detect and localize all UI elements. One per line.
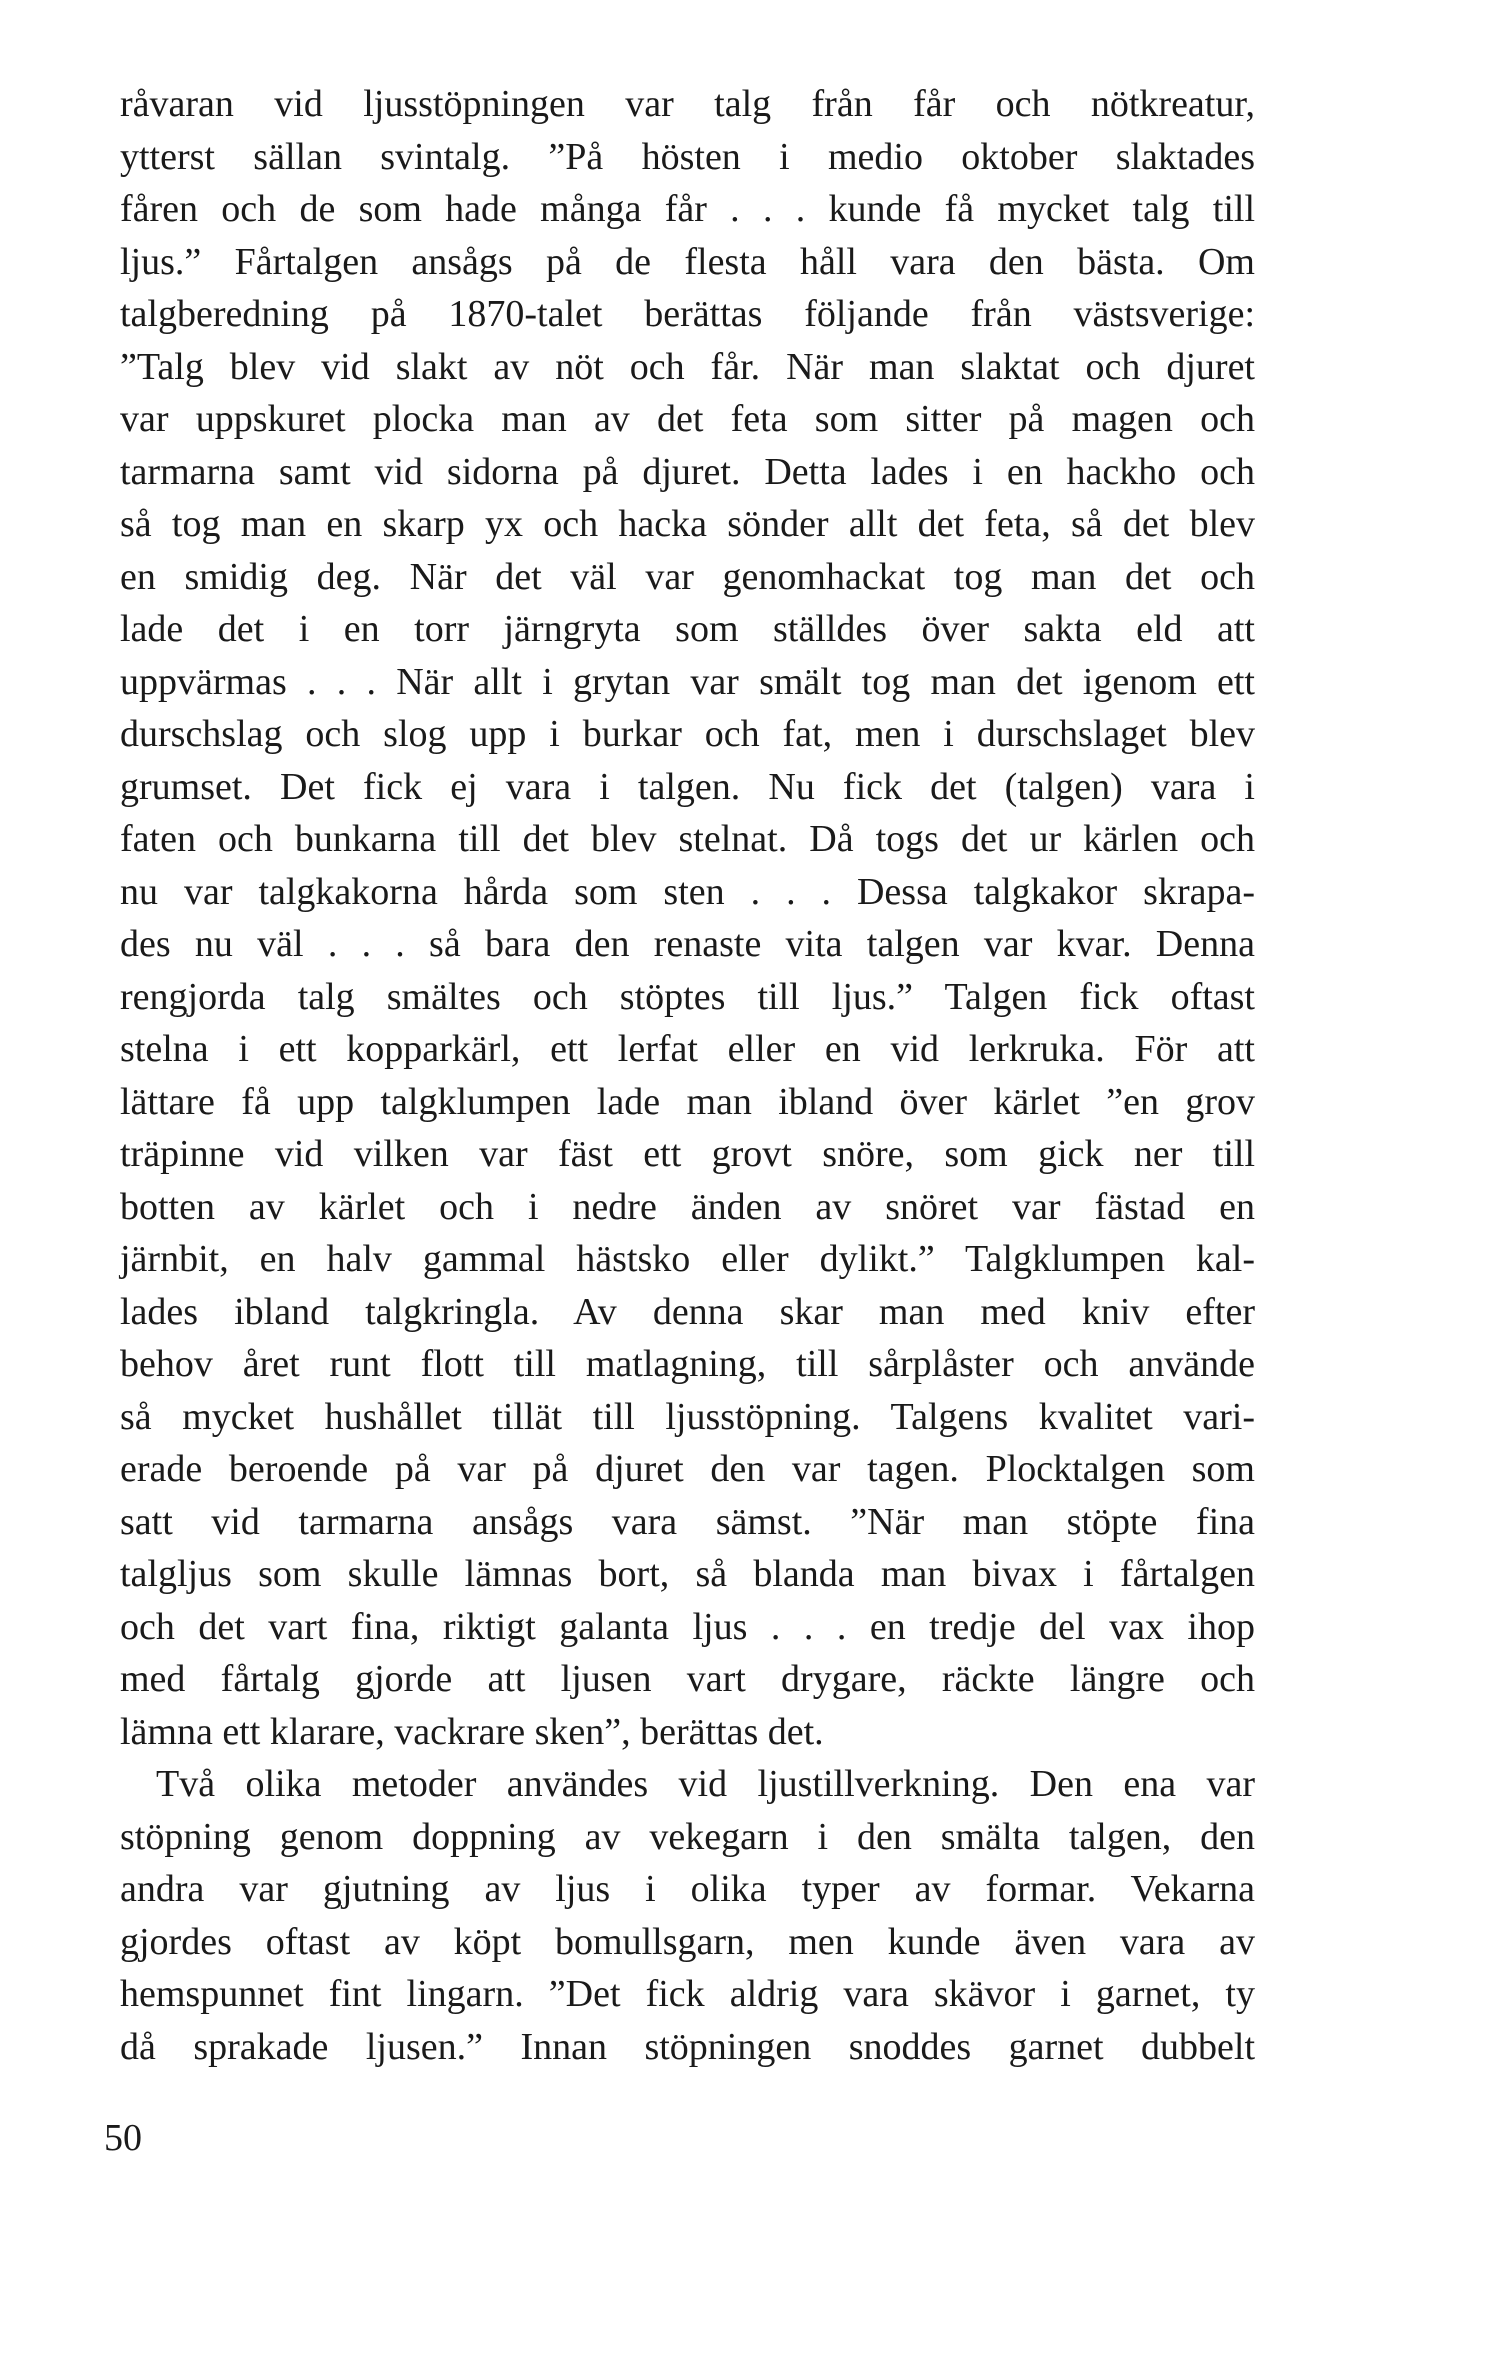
text-line: des nu väl . . . så bara den renaste vita talgen var kvar. Denna [120,923,1255,965]
text-line: talgberedning på 1870-talet berättas följande från västsverige: [120,293,1255,335]
text-line: durschslag och slog upp i burkar och fat, men i durschslaget blev [120,713,1255,755]
text-line: grumset. Det fick ej vara i talgen. Nu fick det (talgen) vara i [120,765,1255,808]
text-line: stöpning genom doppning av vekegarn i den smälta talgen, den [120,1815,1255,1858]
text-line: faten och bunkarna till det blev stelnat. Då togs det ur kärlen och [120,818,1255,860]
paragraph-end-line: lämna ett klarare, vackrare sken”, berättas det. [120,1710,824,1753]
text-line: gjordes oftast av köpt bomullsgarn, men kunde även vara av [120,1920,1255,1963]
text-line: rengjorda talg smältes och stöptes till ljus.” Talgen fick oftast [120,975,1255,1018]
text-line: botten av kärlet och i nedre änden av snöret var fästad en [120,1185,1255,1228]
text-line: lättare få upp talgklumpen lade man ibland över kärlet ”en grov [120,1080,1255,1123]
text-line: järnbit, en halv gammal hästsko eller dylikt.” Talgklumpen kal- [120,1238,1255,1280]
text-line: uppvärmas . . . När allt i grytan var smält tog man det igenom ett [120,660,1255,703]
text-line: tarmarna samt vid sidorna på djuret. Detta lades i en hackho och [120,450,1255,493]
text-line: stelna i ett kopparkärl, ett lerfat eller en vid lerkruka. För att [120,1028,1255,1070]
text-line: så tog man en skarp yx och hacka sönder allt det feta, så det blev [120,503,1255,545]
text-line: då sprakade ljusen.” Innan stöpningen snoddes garnet dubbelt [120,2025,1255,2068]
text-line: och det vart fina, riktigt galanta ljus . . . en tredje del vax ihop [120,1605,1255,1648]
paragraph-start-line: Två olika metoder användes vid ljustillverkning. Den ena var [156,1763,1255,1805]
text-line: ”Talg blev vid slakt av nöt och får. När man slaktat och djuret [120,345,1255,388]
text-line: erade beroende på var på djuret den var tagen. Plocktalgen som [120,1448,1255,1490]
text-line: med fårtalg gjorde att ljusen vart drygare, räckte längre och [120,1658,1255,1700]
text-line: träpinne vid vilken var fäst ett grovt snöre, som gick ner till [120,1133,1255,1175]
text-line: hemspunnet fint lingarn. ”Det fick aldrig vara skävor i garnet, ty [120,1973,1255,2015]
text-line: satt vid tarmarna ansågs vara sämst. ”När man stöpte fina [120,1500,1255,1543]
text-line: lades ibland talgkringla. Av denna skar man med kniv efter [120,1290,1255,1333]
text-line: råvaran vid ljusstöpningen var talg från får och nötkreatur, [120,83,1255,125]
text-line: talgljus som skulle lämnas bort, så blanda man bivax i fårtalgen [120,1553,1255,1595]
text-line: lade det i en torr järngryta som ställdes över sakta eld att [120,608,1255,650]
text-line: var uppskuret plocka man av det feta som sitter på magen och [120,398,1255,440]
text-line: ljus.” Fårtalgen ansågs på de flesta håll vara den bästa. Om [120,240,1255,283]
page-number: 50 [104,2117,142,2159]
text-line: ytterst sällan svintalg. ”På hösten i medio oktober slaktades [120,135,1255,178]
text-line: så mycket hushållet tillät till ljusstöpning. Talgens kvalitet vari- [120,1395,1255,1438]
text-line: nu var talgkakorna hårda som sten . . . Dessa talgkakor skrapa- [120,870,1255,913]
body-text [120,78,1255,2073]
text-line: fåren och de som hade många får . . . kunde få mycket talg till [120,188,1255,230]
text-line: en smidig deg. När det väl var genomhackat tog man det och [120,555,1255,598]
text-line: behov året runt flott till matlagning, till sårplåster och använde [120,1343,1255,1385]
text-line: andra var gjutning av ljus i olika typer av formar. Vekarna [120,1868,1255,1910]
